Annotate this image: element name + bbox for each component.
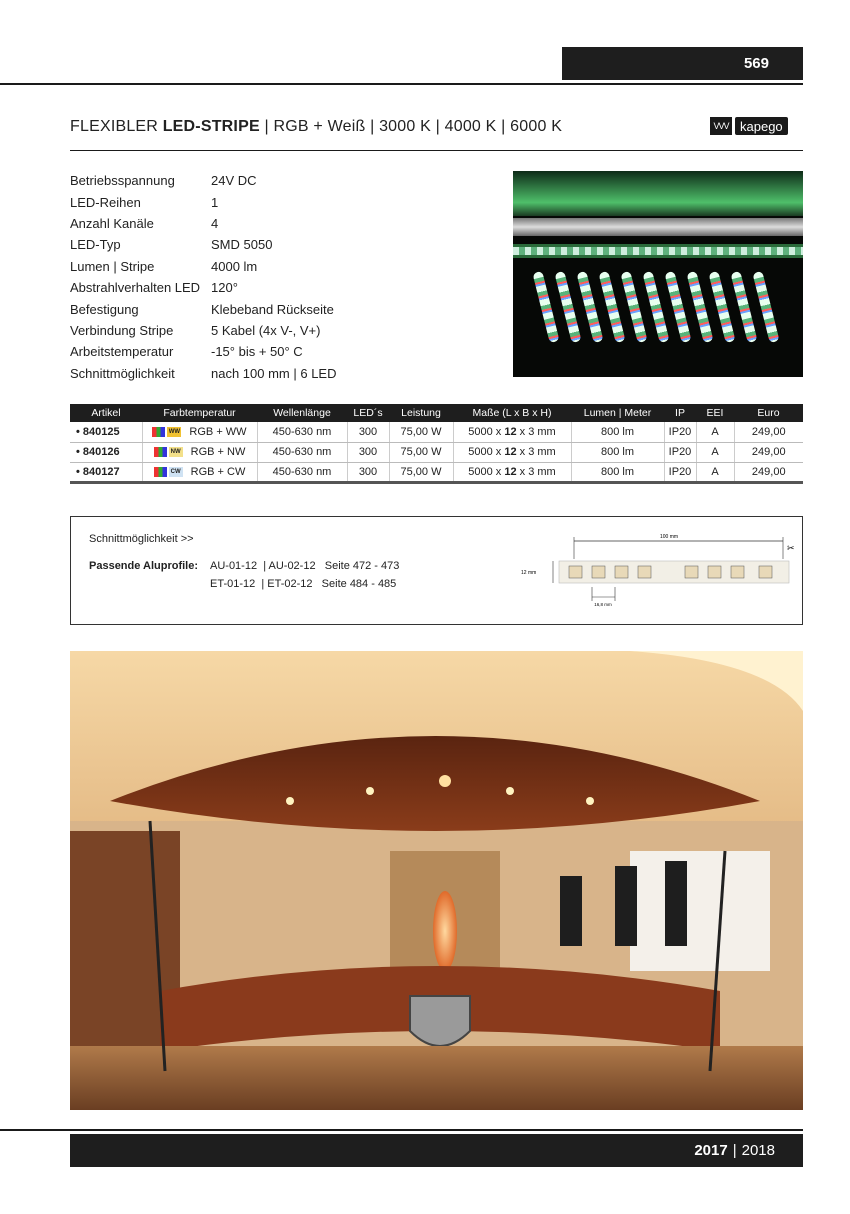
spec-row xyxy=(70,341,337,362)
stripe-coil xyxy=(708,271,735,343)
led-chip xyxy=(638,566,651,578)
spec-label: Lumen | Stripe xyxy=(70,258,155,274)
scissors-icon: ✂ xyxy=(787,544,795,554)
footer-year-box xyxy=(70,1134,803,1167)
title-bold: LED-STRIPE xyxy=(162,118,260,135)
article-number: 840126 xyxy=(82,446,120,458)
aluprofile-label: Passende Aluprofile: xyxy=(89,560,199,572)
power: 75,00 W xyxy=(389,462,453,482)
dim-width: 12 xyxy=(504,425,517,438)
window xyxy=(560,876,582,946)
table-row xyxy=(70,462,803,482)
spec-value: 24V DC xyxy=(211,173,257,189)
dimensions xyxy=(453,462,571,482)
wavelength: 450-630 nm xyxy=(257,442,347,462)
stripe-coil xyxy=(686,271,713,343)
price: 249,00 xyxy=(734,462,803,482)
spec-value: nach 100 mm | 6 LED xyxy=(211,365,337,381)
col-header: Farbtemperatur xyxy=(142,404,257,422)
spec-value: 1 xyxy=(211,194,219,210)
table-row xyxy=(70,422,803,442)
eei: A xyxy=(696,442,734,462)
rgb-icon xyxy=(154,447,167,457)
ip-rating: IP20 xyxy=(664,462,696,482)
col-header: EEI xyxy=(696,404,734,422)
downlight xyxy=(506,787,514,795)
stripe-coil xyxy=(598,271,625,343)
dimensions xyxy=(453,442,571,462)
cut-info-box xyxy=(70,516,803,625)
col-header: Leistung xyxy=(389,404,453,422)
pitch-label: 16,8 mm xyxy=(594,602,612,607)
year-next: 2018 xyxy=(741,1142,775,1159)
brand-logo xyxy=(710,117,788,135)
spec-row xyxy=(70,170,337,191)
cut-title: Schnittmöglichkeit >> xyxy=(89,533,194,545)
header-rule xyxy=(0,83,803,85)
marble-floor xyxy=(70,1046,803,1110)
spec-row xyxy=(70,191,337,212)
shield-emblem xyxy=(410,996,470,1046)
dim-part: x 3 mm xyxy=(516,425,556,438)
page-number-box xyxy=(562,47,803,80)
led-stripe-product-photo xyxy=(513,171,803,377)
brand-mark-icon: VVV xyxy=(710,117,732,135)
aluminium-rail xyxy=(513,218,803,236)
spec-value: SMD 5050 xyxy=(211,237,273,253)
color-temp: RGB + CW xyxy=(190,465,246,478)
article-cell: • 840126 xyxy=(70,442,142,462)
lumen: 800 lm xyxy=(571,462,664,482)
color-temp: RGB + WW xyxy=(189,425,247,438)
spec-row xyxy=(70,277,337,298)
led-count: 300 xyxy=(347,442,389,462)
title-suffix: | RGB + Weiß | 3000 K | 4000 K | 6000 K xyxy=(259,118,563,135)
stripe-coil xyxy=(620,271,647,343)
color-cell xyxy=(142,442,257,462)
led-chip xyxy=(759,566,772,578)
spec-row xyxy=(70,234,337,255)
lumen: 800 lm xyxy=(571,442,664,462)
length-label: 100 mm xyxy=(659,534,679,540)
price: 249,00 xyxy=(734,442,803,462)
col-header: Wellenlänge xyxy=(257,404,347,422)
color-temp-badge: NW xyxy=(170,449,181,456)
article-number: 840125 xyxy=(82,425,120,438)
col-header: Maße (L x B x H) xyxy=(453,404,571,422)
article-cell: • 840127 xyxy=(70,462,142,482)
spec-row xyxy=(70,213,337,234)
table-header-row xyxy=(70,404,803,422)
downlight xyxy=(439,775,451,787)
spec-label: Abstrahlverhalten LED xyxy=(70,280,201,296)
downlight xyxy=(366,787,374,795)
wavelength: 450-630 nm xyxy=(257,462,347,482)
downlight xyxy=(586,797,594,805)
dim-width: 12 xyxy=(504,465,517,478)
ip-rating: IP20 xyxy=(664,442,696,462)
color-temp: RGB + NW xyxy=(190,446,246,458)
color-cell xyxy=(142,422,257,442)
stripe-coil xyxy=(554,271,581,343)
eei: A xyxy=(696,422,734,442)
window xyxy=(615,866,637,946)
year-current: 2017 xyxy=(694,1142,728,1159)
spec-row xyxy=(70,256,337,277)
cut-diagram xyxy=(519,529,797,609)
stripe-coil xyxy=(642,271,669,343)
stripe-coil xyxy=(664,271,691,343)
stripe-coil xyxy=(576,271,603,343)
title-prefix: FLEXIBLER xyxy=(70,118,163,135)
spec-label: Anzahl Kanäle xyxy=(70,215,154,231)
dimensions xyxy=(453,422,571,442)
rgb-icon xyxy=(152,427,165,437)
col-header: Lumen | Meter xyxy=(571,404,664,422)
spec-label: Arbeitstemperatur xyxy=(70,344,174,360)
dim-part: x 3 mm xyxy=(516,446,556,458)
col-header: LED´s xyxy=(347,404,389,422)
led-chip xyxy=(708,566,721,578)
lumen: 800 lm xyxy=(571,422,664,442)
col-header: Euro xyxy=(734,404,803,422)
width-label: 12 mm xyxy=(521,570,537,576)
page-number: 569 xyxy=(743,55,769,72)
led-count: 300 xyxy=(347,422,389,442)
article-cell: • 840125 xyxy=(70,422,142,442)
color-cell xyxy=(142,462,257,482)
spec-label: Verbindung Stripe xyxy=(70,322,174,338)
rgb-icon xyxy=(154,467,167,477)
spec-value: 120° xyxy=(211,280,238,296)
led-chip xyxy=(569,566,582,578)
spec-value: 5 Kabel (4x V-, V+) xyxy=(211,322,321,338)
spec-label: Schnittmöglichkeit xyxy=(70,365,175,381)
aluprofile-line: ET-01-12 | ET-02-12 Seite 484 - 485 xyxy=(210,578,397,590)
ip-rating: IP20 xyxy=(664,422,696,442)
spec-list xyxy=(70,170,337,384)
col-header: Artikel xyxy=(70,404,142,422)
dim-width: 12 xyxy=(504,446,517,458)
col-header: IP xyxy=(664,404,696,422)
spec-row xyxy=(70,320,337,341)
spec-label: Betriebsspannung xyxy=(70,173,175,189)
title-rule xyxy=(70,150,803,151)
footer-rule xyxy=(0,1129,803,1131)
stripe-leds xyxy=(513,247,803,255)
stripe-coil xyxy=(752,271,779,343)
spec-row xyxy=(70,298,337,319)
spec-label: Befestigung xyxy=(70,301,139,317)
hotel-lobby-photo xyxy=(70,651,803,1110)
spec-row xyxy=(70,363,337,384)
spec-value: 4 xyxy=(211,215,219,231)
page-title xyxy=(70,118,562,136)
led-chip xyxy=(731,566,744,578)
dim-part: 5000 x xyxy=(468,465,505,478)
spec-value: -15° bis + 50° C xyxy=(211,344,303,360)
spec-label: LED-Reihen xyxy=(70,194,141,210)
led-chip xyxy=(615,566,628,578)
price: 249,00 xyxy=(734,422,803,442)
spec-label: LED-Typ xyxy=(70,237,121,253)
flame-lamp xyxy=(433,891,457,971)
product-table xyxy=(70,404,803,484)
aluprofile-line: AU-01-12 | AU-02-12 Seite 472 - 473 xyxy=(210,560,400,572)
power: 75,00 W xyxy=(389,442,453,462)
led-chip xyxy=(685,566,698,578)
year-separator: | xyxy=(732,1142,737,1159)
table-row xyxy=(70,442,803,462)
stripe-coil xyxy=(730,271,757,343)
color-temp-badge: CW xyxy=(170,468,181,475)
wavelength: 450-630 nm xyxy=(257,422,347,442)
eei: A xyxy=(696,462,734,482)
window xyxy=(665,861,687,946)
spec-value: 4000 lm xyxy=(211,258,258,274)
article-number: 840127 xyxy=(82,465,120,478)
brand-name: kapego xyxy=(735,117,788,135)
dim-part: 5000 x xyxy=(468,425,505,438)
power: 75,00 W xyxy=(389,422,453,442)
color-temp-badge: WW xyxy=(168,428,181,435)
dim-part: x 3 mm xyxy=(516,465,556,478)
led-chip xyxy=(592,566,605,578)
dim-part: 5000 x xyxy=(468,446,505,458)
green-glow xyxy=(513,171,803,216)
spec-value: Klebeband Rückseite xyxy=(211,301,334,317)
downlight xyxy=(286,797,294,805)
window-wall xyxy=(630,851,770,971)
stripe-coil xyxy=(532,271,559,343)
led-count: 300 xyxy=(347,462,389,482)
